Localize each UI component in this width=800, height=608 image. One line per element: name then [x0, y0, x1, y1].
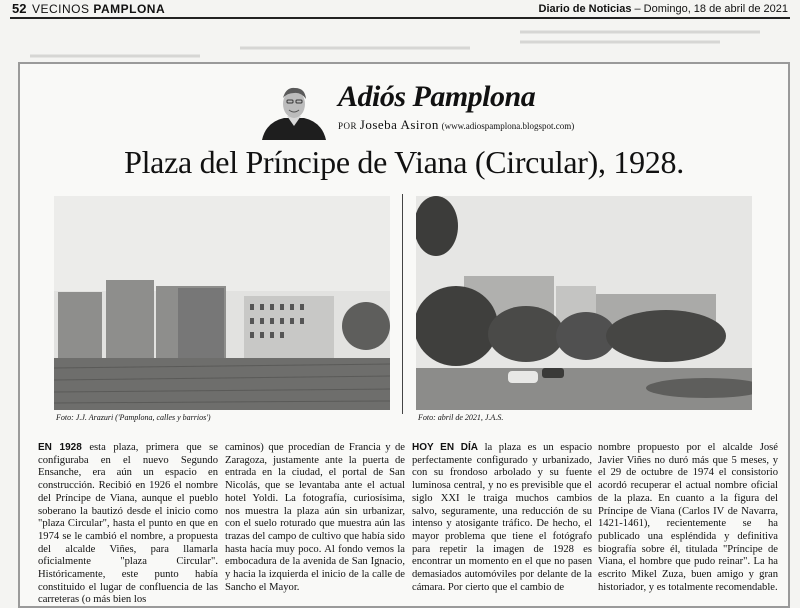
section-title: VECINOS PAMPLONA: [32, 2, 166, 16]
text-column-1: EN 1928 esta plaza, primera que se configuraba en el nuevo Segundo Ensanche, era aún un espacio en construcción. Recibió en 1926 el nombre del Príncipe de Viana, aunque el pueblo soberano la bautizó desde el inicio como "plaza Circular", hasta el punto en que en 1974 se le cambió el nombre, a propuesta del alcalde Viñes, para llamarla oficialmente "plaza Circular". Históricamente, este punto había constituido el lugar de confluencia de las carreteras (o más bien los: [38, 442, 218, 606]
author-photo: [256, 82, 332, 140]
newspaper-dateline: Diario de Noticias – Domingo, 18 de abril de 2021: [538, 3, 788, 15]
lead-in-1928: EN 1928: [38, 442, 82, 453]
column-logo: Adiós Pamplona: [338, 80, 536, 113]
page-number: 52: [12, 1, 27, 16]
byline-por: POR: [338, 121, 358, 131]
lead-in-hoy: HOY EN DÍA: [412, 442, 478, 453]
photo-caption-2021: Foto: abril de 2021, J.A.S.: [418, 413, 504, 422]
author-name: Joseba Asiron: [359, 117, 439, 132]
header-rule: [10, 17, 790, 19]
text-column-4: nombre propuesto por el alcalde José Javier Viñes no duró más que 5 meses, y el 29 de octubre de 1974 el consistorio acordó recuperar el actual nombre oficial de la plaza. En cuanto a la figura del Príncipe de Viana (Carlos IV de Navarra, 1421-1461), recientemente se ha publicado una espléndida y definitiva biografía sobre él, titulada "Príncipe de Viana, el hombre que pudo reinar". La ha escrito Mikel Zuza, buen amigo y gran historiador, y es totalmente recomendable.: [598, 442, 778, 593]
modern-photo-2021: [416, 196, 752, 410]
historic-photo-1928: [54, 196, 390, 410]
bleed-through-texture: [0, 20, 800, 62]
text-column-3: HOY EN DÍA la plaza es un espacio perfectamente configurado y urbanizado, con su frondoso arbolado y su fuente luminosa central, y no es previsible que el siglo XXI le traiga muchos cambios salvo, seguramente, una reducción de su intenso y atosigante tráfico. De hecho, el mayor problema que tiene el fotógrafo para repetir la imagen de 1928 es encontrar un momento en el que no pasen demasiados automóviles por delante de la cámara. Por cierto que el cambio de: [412, 442, 592, 593]
blog-url: (www.adiospamplona.blogspot.com): [441, 121, 575, 131]
newspaper-header: [0, 0, 800, 18]
article-title: Plaza del Príncipe de Viana (Circular), 1928.: [124, 144, 684, 180]
article-frame: [18, 62, 790, 608]
photo-caption-1928: Foto: J.J. Arazuri ('Pamplona, calles y barrios'): [56, 413, 211, 422]
byline: [338, 117, 574, 133]
bleed-through-lines: [0, 20, 800, 62]
photo-divider: [402, 194, 403, 414]
text-column-2: caminos) que procedían de Francia y de Zaragoza, justamente ante la puerta de entrada en la ciudad, el portal de San Nicolás, que se levantaba ante el actual hotel Yoldi. La fotografía, curiosísima, nos muestra la plaza aún sin urbanizar, con el suelo roturado que muestra aún las trazas del campo de cultivo que había sido hasta hacía muy poco. Al fondo vemos la embocadura de la avenida de San Ignacio, y hacia la izquierda el inicio de la calle de Sancho el Mayor.: [225, 442, 405, 593]
